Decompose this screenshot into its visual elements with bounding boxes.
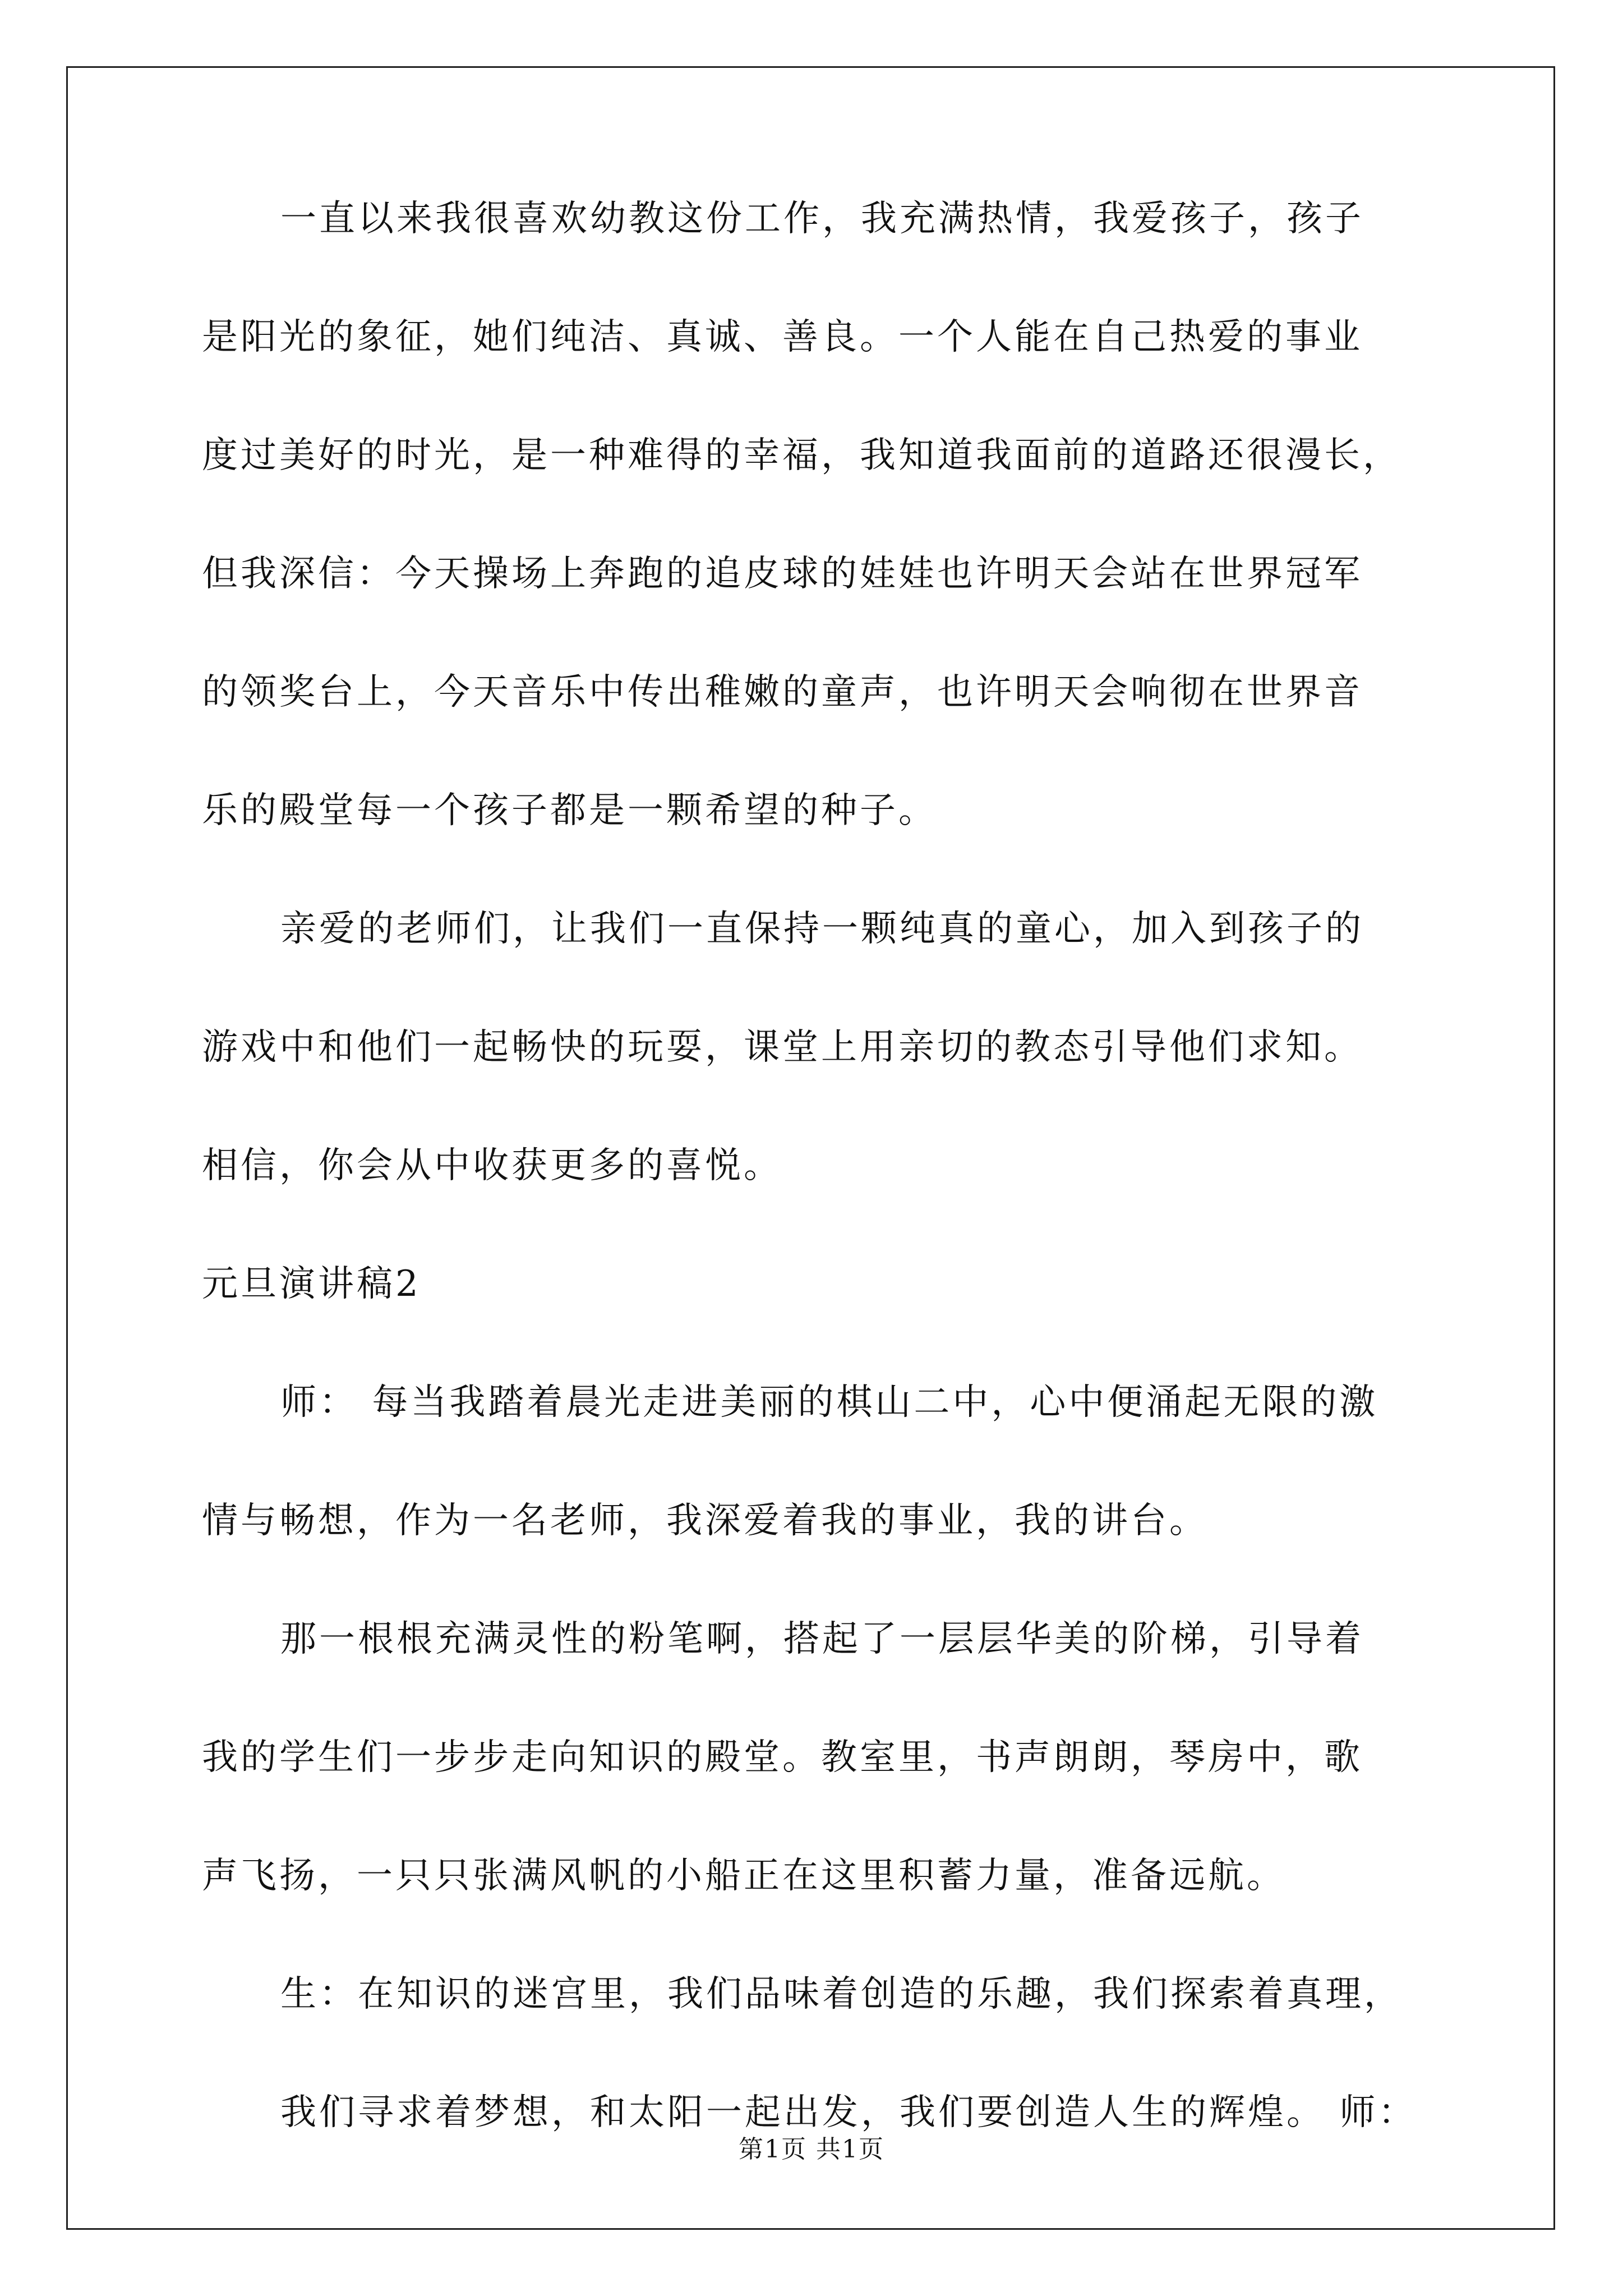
paragraph-line: 我们寻求着梦想，和太阳一起出发，我们要创造人生的辉煌。 师： bbox=[280, 2092, 1417, 2133]
page-footer: 第1页 共1页 bbox=[739, 2135, 884, 2164]
paragraph-line: 生：在知识的迷宫里，我们品味着创造的乐趣，我们探索着真理， bbox=[280, 1973, 1403, 2015]
paragraph-line: 一直以来我很喜欢幼教这份工作，我充满热情，我爱孩子，孩子 bbox=[280, 198, 1364, 240]
section-heading: 元旦演讲稿2 bbox=[202, 1263, 421, 1305]
paragraph-line: 乐的殿堂每一个孩子都是一颗希望的种子。 bbox=[202, 790, 937, 831]
paragraph-line: 情与畅想，作为一名老师，我深爱着我的事业，我的讲台。 bbox=[202, 1500, 1208, 1542]
paragraph-line: 师： 每当我踏着晨光走进美丽的棋山二中，心中便涌起无限的激 bbox=[280, 1382, 1378, 1423]
paragraph-line: 的领奖台上，今天音乐中传出稚嫩的童声，也许明天会响彻在世界音 bbox=[202, 671, 1363, 713]
paragraph-line: 声飞扬，一只只张满风帆的小船正在这里积蓄力量，准备远航。 bbox=[202, 1855, 1285, 1897]
paragraph-line: 相信，你会从中收获更多的喜悦。 bbox=[202, 1145, 782, 1186]
paragraph-line: 是阳光的象征，她们纯洁、真诚、善良。一个人能在自己热爱的事业 bbox=[202, 316, 1363, 358]
paragraph-line: 但我深信：今天操场上奔跑的追皮球的娃娃也许明天会站在世界冠军 bbox=[202, 553, 1363, 595]
paragraph-line: 游戏中和他们一起畅快的玩耍，课堂上用亲切的教态引导他们求知。 bbox=[202, 1027, 1363, 1068]
paragraph-line: 度过美好的时光，是一种难得的幸福，我知道我面前的道路还很漫长， bbox=[202, 435, 1401, 476]
paragraph-line: 亲爱的老师们，让我们一直保持一颗纯真的童心，加入到孩子的 bbox=[280, 908, 1364, 950]
paragraph-line: 那一根根充满灵性的粉笔啊，搭起了一层层华美的阶梯，引导着 bbox=[280, 1618, 1364, 1660]
paragraph-line: 我的学生们一步步走向知识的殿堂。教室里，书声朗朗，琴房中，歌 bbox=[202, 1737, 1363, 1778]
